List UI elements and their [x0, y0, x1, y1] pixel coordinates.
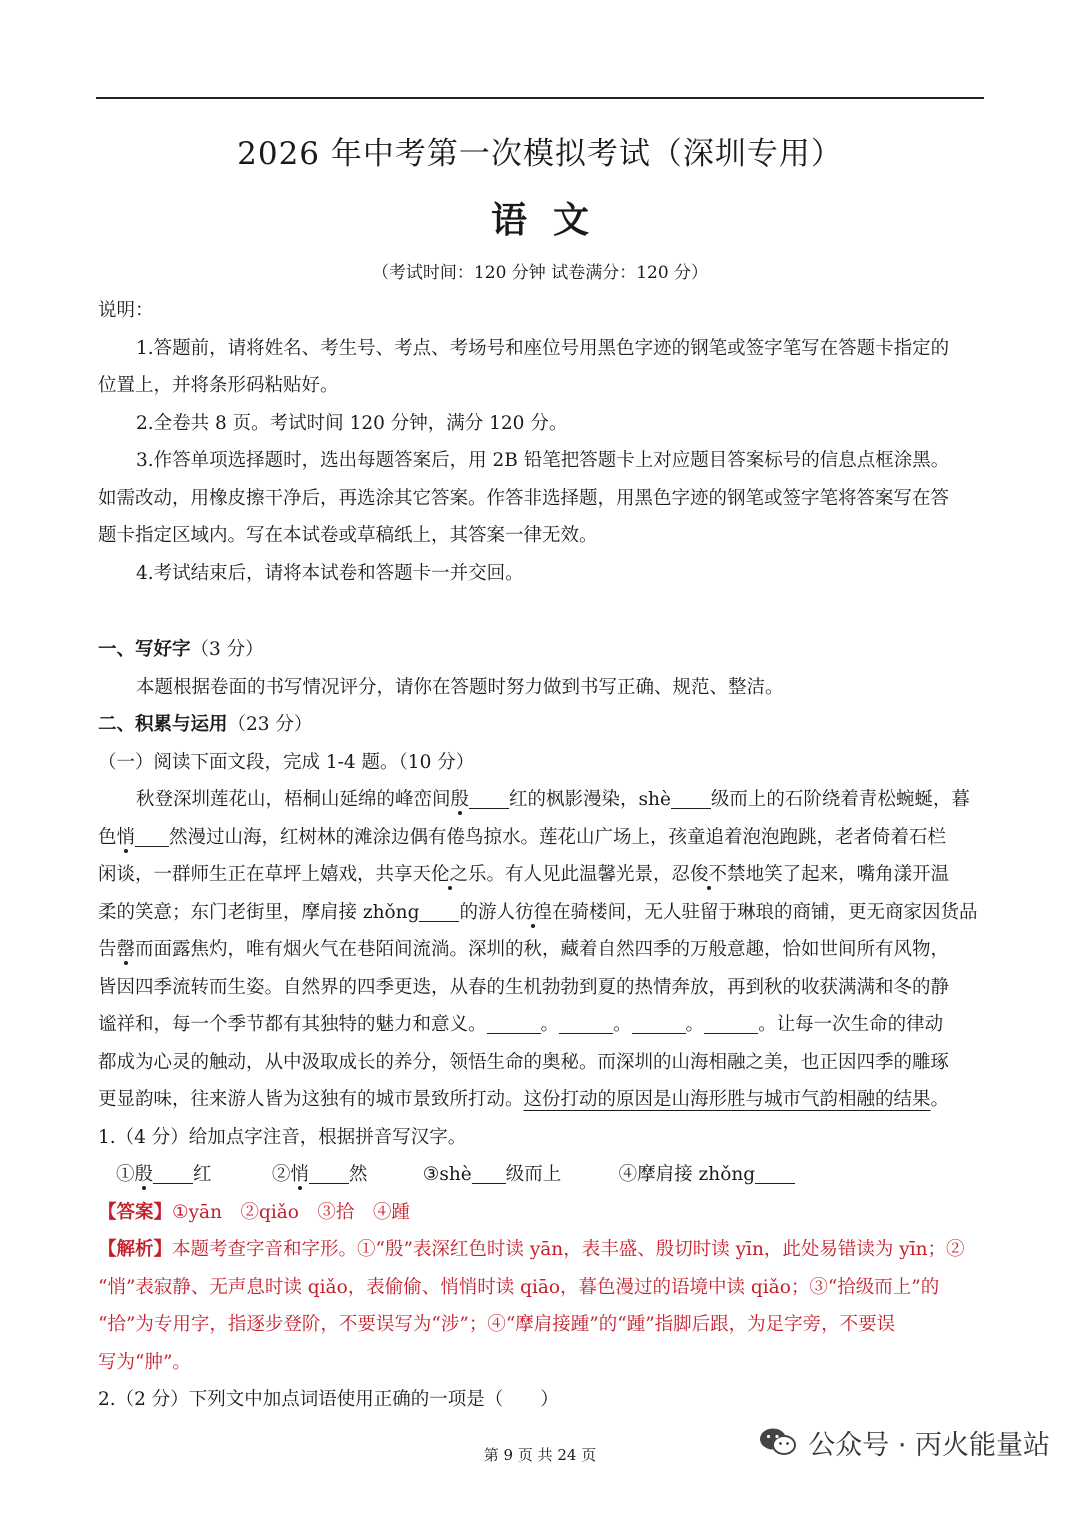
exam-title: 2026 年中考第一次模拟考试（深圳专用）	[237, 136, 843, 172]
section2-score: （23 分）	[227, 714, 313, 735]
section1-score: （3 分）	[190, 639, 264, 660]
document-body	[98, 292, 986, 1419]
passage-line-6: 皆因四季流转而生姿。自然界的四季更迭，从春的生机勃勃到夏的热情奔放，再到秋的收获满满和冬的静	[98, 976, 950, 998]
instruction-3-line3: 题卡指定区域内。写在本试卷或草稿纸上，其答案一律无效。	[98, 525, 598, 546]
option-text: ③shè	[422, 1164, 472, 1185]
instruction-1-line2: 位置上，并将条形码粘贴好。	[98, 375, 339, 396]
instruction-3-line1: 3.作答单项选择题时，选出每题答案后，用 2B 铅笔把答题卡上对应题目答案标号的信息点框涂黑。	[136, 450, 950, 471]
q1-answer	[98, 1194, 986, 1232]
answer-blank	[309, 1163, 349, 1184]
dotted-phrase: 彷徨	[514, 901, 552, 923]
dotted-char: 悄	[290, 1164, 309, 1185]
exam-info: （考试时间：120 分钟 试卷满分：120 分）	[371, 263, 709, 283]
passage-text: 级而上的石阶绕着青松蜿蜒，暮	[710, 789, 970, 810]
passage-text: 秋登深圳莲花山，梧桐山延绵的峰峦间	[136, 789, 451, 810]
q1-stem: 1.（4 分）给加点字注音，根据拼音写汉字。	[98, 1126, 467, 1148]
answer-blank	[671, 788, 711, 809]
watermark	[758, 1420, 1050, 1464]
answer-blank	[135, 826, 169, 847]
passage-text: 闲谈，一群师生正在草坪上嬉戏，共享	[98, 864, 413, 885]
q1-analysis-line4: 写为“肿”。	[98, 1351, 191, 1373]
q1-options	[98, 1156, 986, 1194]
watermark-text: 公众号 · 丙火能量站	[808, 1429, 1050, 1461]
instruction-4: 4.考试结束后，请将本试卷和答题卡一并交回。	[136, 562, 524, 584]
option-number: ①	[116, 1164, 135, 1185]
option-number: ②	[271, 1164, 291, 1185]
q1-option-2	[272, 1156, 417, 1194]
passage-text: 。	[930, 1089, 950, 1110]
answer-blank	[419, 901, 459, 922]
answer-blank	[487, 1013, 541, 1034]
instruction-2: 2.全卷共 8 页。考试时间 120 分钟，满分 120 分。	[136, 412, 568, 434]
q1-option-3	[423, 1156, 613, 1194]
instructions-label: 说明：	[98, 300, 154, 321]
answer-label: 【答案】	[98, 1201, 173, 1223]
dotted-char: 悄	[116, 826, 136, 848]
section1-heading-line	[98, 631, 986, 669]
passage-line-4	[98, 894, 986, 932]
passage-text: 红的枫影漫染，shè	[509, 789, 671, 810]
answer-blank	[469, 788, 509, 809]
answer-blank	[559, 1013, 613, 1034]
passage-line-8: 都成为心灵的触动，从中汲取成长的养分，领悟生命的奥秘。而深圳的山海相融之美，也正因四季的雕琢	[98, 1051, 950, 1073]
passage-text: 。	[685, 1014, 705, 1035]
passage-text: 然漫过山海，红树林的滩涂边偶有倦鸟掠水。莲花山广场上，孩童追着泡泡跑跳，老者倚着石栏	[169, 826, 947, 848]
passage-text: 。让每一次生命的律动	[758, 1014, 944, 1035]
q1-analysis-line3: “拾”为专用字，指逐步登阶，不要误写为“涉”；④“摩肩接踵”的“踵”指脚后跟，为足字旁，不要误	[98, 1314, 896, 1335]
section2-heading-line	[98, 706, 986, 744]
dotted-phrase: 天伦之乐	[412, 864, 487, 885]
subject-title: 语文	[490, 199, 615, 241]
option-text: 级而上	[505, 1164, 562, 1185]
wechat-icon	[758, 1426, 798, 1458]
passage-line-2	[98, 819, 986, 857]
passage-text: 告	[98, 939, 117, 960]
section2-sub1: （一）阅读下面文段，完成 1-4 题。（10 分）	[98, 751, 475, 773]
dotted-char: 罄	[116, 939, 136, 960]
underlined-sentence: 这份打动的原因是山海形胜与城市气韵相融的结果	[523, 1089, 931, 1110]
answer-blank	[153, 1163, 193, 1184]
q1-analysis-line2: “悄”表寂静、无声息时读 qiǎo，表偷偷、悄悄时读 qiāo，暮色漫过的语境中读 qiǎo；③“拾级而上”的	[98, 1276, 940, 1298]
passage-line-3	[98, 856, 986, 894]
answer-blank	[472, 1163, 506, 1184]
passage-text: 。	[540, 1014, 560, 1035]
q1-option-1	[116, 1156, 266, 1194]
passage-text: 而面露焦灼，唯有烟火气在巷陌间流淌。深圳的秋，藏着自然四季的万般意趣，恰如世间所有风物，	[135, 939, 950, 960]
passage-text: 在骑楼间，无人驻留于琳琅的商铺，更无商家因货品	[551, 901, 978, 923]
passage-text: 。	[613, 1014, 632, 1035]
option-text: 红	[193, 1164, 212, 1185]
passage-line-1	[98, 781, 986, 819]
dotted-char: 殷	[134, 1164, 154, 1185]
q2-stem: 2.（2 分）下列文中加点词语使用正确的一项是（ ）	[98, 1389, 559, 1410]
q1-analysis-line1	[98, 1231, 986, 1269]
passage-text: 柔的笑意；东门老街里，摩肩接 zhǒng	[98, 901, 420, 923]
passage-text: 更显韵味，往来游人皆为这独有的城市景致所打动。	[98, 1089, 524, 1110]
section2-heading: 二、积累与运用	[98, 714, 228, 735]
analysis-label: 【解析】	[98, 1239, 173, 1260]
section1-text: 本题根据卷面的书写情况评分，请你在答题时努力做到书写正确、规范、整洁。	[136, 676, 784, 698]
page-number: 第 9 页 共 24 页	[483, 1446, 597, 1464]
answer-blank	[632, 1013, 686, 1034]
option-text: 然	[348, 1164, 368, 1185]
dotted-char: 殷	[450, 789, 470, 810]
section1-heading: 一、写好字	[98, 639, 191, 660]
dotted-phrase: 忍俊不禁	[671, 864, 746, 885]
header-rule	[96, 97, 984, 99]
answer-blank	[755, 1163, 795, 1184]
instruction-3-line2: 如需改动，用橡皮擦干净后，再选涂其它答案。作答非选择题，用黑色字迹的钢笔或签字笔将答案写在答	[98, 487, 950, 509]
passage-text: 地笑了起来，嘴角漾开温	[745, 864, 950, 885]
passage-text: 色	[98, 826, 117, 848]
option-text: ④摩肩接 zhǒng	[618, 1164, 756, 1185]
passage-text: 谧祥和，每一个季节都有其独特的魅力和意义。	[98, 1014, 487, 1035]
answer-text: ①yān ②qiǎo ③拾 ④踵	[172, 1201, 410, 1223]
instruction-1-line1: 1.答题前，请将姓名、考生号、考点、考场号和座位号用黑色字迹的钢笔或签字笔写在答题卡指定的	[136, 337, 950, 359]
passage-text: 的游人	[459, 901, 515, 923]
passage-line-7	[98, 1006, 986, 1044]
answer-blank	[704, 1013, 758, 1034]
passage-line-5	[98, 931, 986, 969]
passage-line-9	[98, 1081, 986, 1119]
passage-text: 。有人见此温馨光景，	[486, 864, 672, 885]
q1-option-4	[619, 1156, 795, 1194]
analysis-text: 本题考查字音和字形。①“殷”表深红色时读 yān，表丰盛、殷切时读 yīn，此处易错读为 yīn；②	[172, 1239, 965, 1260]
